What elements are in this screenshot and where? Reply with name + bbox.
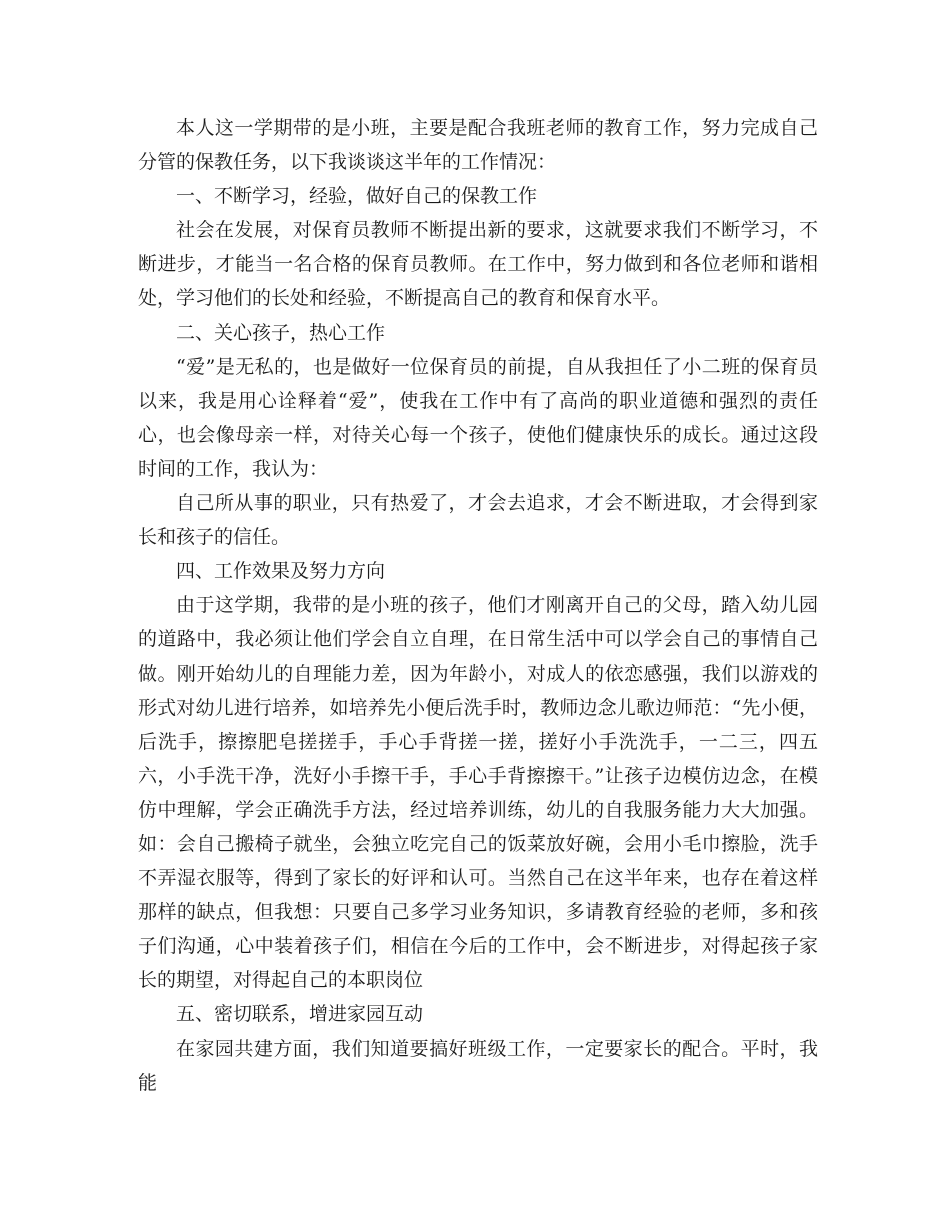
body-paragraph: “爱”是无私的，也是做好一位保育员的前提，自从我担任了小二班的保育员以来，我是用心诠释着“爱”，使我在工作中有了高尚的职业道德和强烈的责任心，也会像母亲一样，对待关心每一个孩子，使他们健康快乐的成长。通过这段时间的工作，我认为：: [138, 355, 818, 480]
section-heading-2: 二、关心孩子，热心工作: [176, 321, 386, 344]
section-heading-5: 五、密切联系，增进家园互动: [176, 1003, 424, 1026]
document-body: [138, 111, 818, 1100]
section-heading-1: 一、不断学习，经验，做好自己的保教工作: [176, 185, 538, 208]
body-paragraph: 社会在发展，对保育员教师不断提出新的要求，这就要求我们不断学习，不断进步，才能当一名合格的保育员教师。在工作中，努力做到和各位老师和谐相处，学习他们的长处和经验，不断提高自己的教育和保育水平。: [138, 219, 818, 310]
body-paragraph: 由于这学期，我带的是小班的孩子，他们才刚离开自己的父母，踏入幼儿园的道路中，我必须让他们学会自立自理，在日常生活中可以学会自己的事情自己做。刚开始幼儿的自理能力差，因为年龄小，对成人的依恋感强，我们以游戏的形式对幼儿进行培养，如培养先小便后洗手时，教师边念儿歌边师范：“先小便，后洗手，擦擦肥皂搓搓手，手心手背搓一搓，搓好小手洗洗手，一二三，四五六，小手洗干净，洗好小手擦干手，手心手背擦擦干。”让孩子边模仿边念，在模仿中理解，学会正确洗手方法，经过培养训练，幼儿的自我服务能力大大加强。如：会自己搬椅子就坐，会独立吃完自己的饭菜放好碗，会用小毛巾擦脸，洗手不弄湿衣服等，得到了家长的好评和认可。当然自己在这半年来，也存在着这样那样的缺点，但我想：只要自己多学习业务知识，多请教育经验的老师，多和孩子们沟通，心中装着孩子们，相信在今后的工作中，会不断进步，对得起孩子家长的期望，对得起自己的本职岗位: [138, 594, 818, 992]
section-heading-4: 四、工作效果及努力方向: [176, 560, 386, 583]
intro-paragraph: 本人这一学期带的是小班，主要是配合我班老师的教育工作，努力完成自己分管的保教任务，以下我谈谈这半年的工作情况：: [138, 117, 818, 174]
body-paragraph: 在家园共建方面，我们知道要搞好班级工作，一定要家长的配合。平时，我能: [138, 1037, 818, 1094]
body-paragraph: 自己所从事的职业，只有热爱了，才会去追求，才会不断进取，才会得到家长和孩子的信任。: [138, 492, 818, 549]
